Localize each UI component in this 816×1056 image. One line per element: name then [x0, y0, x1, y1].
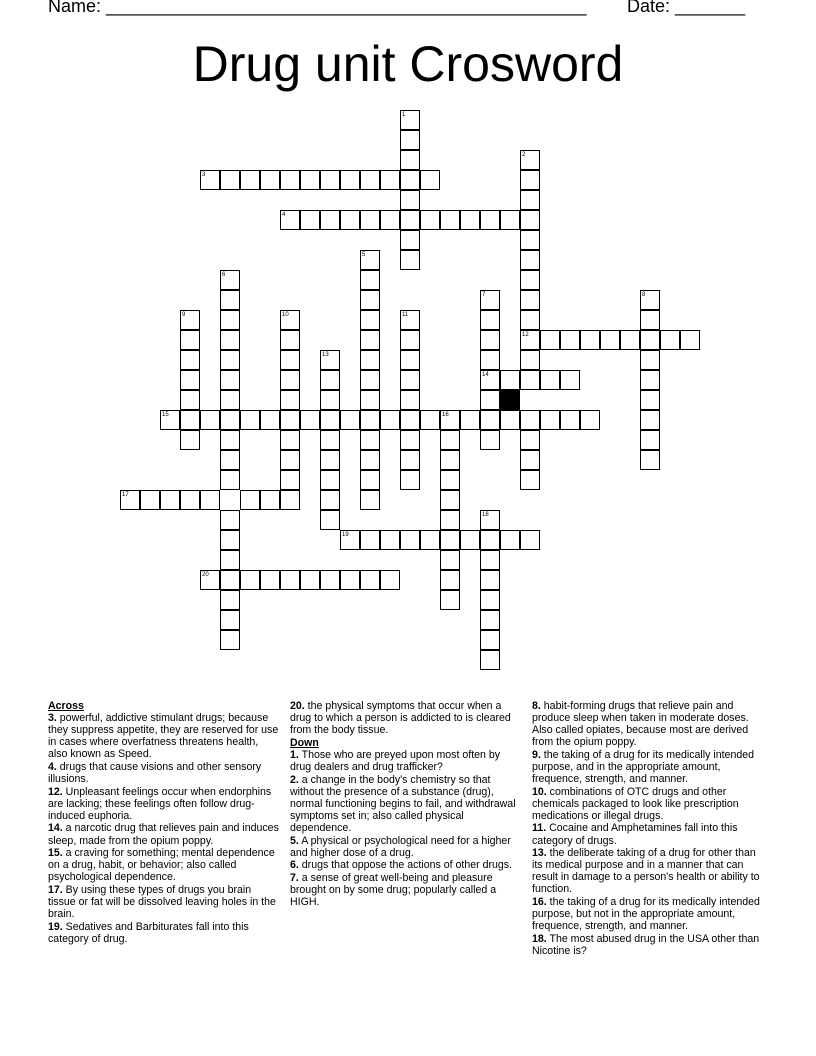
crossword-cell[interactable] — [480, 510, 500, 530]
clue-number: 11 — [402, 312, 409, 318]
clue-item-number: 14. — [48, 822, 63, 835]
crossword-cell[interactable] — [360, 270, 380, 290]
clue-item-number: 6. — [290, 859, 299, 872]
clue-number: 19 — [342, 532, 349, 538]
crossword-cell[interactable] — [520, 450, 540, 470]
crossword-cell[interactable] — [320, 370, 340, 390]
crossword-cell[interactable] — [220, 430, 240, 450]
crossword-cell[interactable] — [520, 310, 540, 330]
crossword-cell[interactable] — [380, 170, 400, 190]
clue-number: 15 — [162, 412, 169, 418]
crossword-cell[interactable] — [640, 290, 660, 310]
crossword-cell[interactable] — [260, 170, 280, 190]
crossword-cell[interactable] — [320, 170, 340, 190]
crossword-cell[interactable] — [280, 370, 300, 390]
crossword-cell[interactable] — [420, 530, 440, 550]
crossword-cell[interactable] — [220, 550, 240, 570]
clue-item — [532, 896, 764, 932]
crossword-cell[interactable] — [220, 610, 240, 630]
crossword-cell[interactable] — [160, 410, 180, 430]
clue-item — [48, 822, 280, 846]
crossword-cell[interactable] — [400, 130, 420, 150]
clue-item-number: 19. — [48, 920, 63, 933]
crossword-cell[interactable] — [400, 450, 420, 470]
crossword-cell[interactable] — [320, 410, 340, 430]
crossword-cell[interactable] — [420, 410, 440, 430]
clue-item — [48, 921, 280, 945]
clue-number: 14 — [482, 372, 489, 378]
crossword-cell[interactable] — [540, 330, 560, 350]
crossword-black-cell — [500, 390, 520, 410]
crossword-cell[interactable] — [480, 410, 500, 430]
crossword-cell[interactable] — [480, 650, 500, 670]
clue-item — [532, 822, 764, 846]
crossword-cell[interactable] — [180, 370, 200, 390]
crossword-cell[interactable] — [260, 410, 280, 430]
crossword-cell[interactable] — [280, 450, 300, 470]
crossword-cell[interactable] — [400, 390, 420, 410]
clue-item-text: drugs that oppose the actions of other drugs. — [298, 859, 513, 872]
clue-number: 16 — [442, 412, 449, 418]
clue-number: 8 — [642, 292, 646, 298]
crossword-cell[interactable] — [280, 350, 300, 370]
clue-item-number: 3. — [48, 712, 57, 725]
crossword-cell[interactable] — [520, 150, 540, 170]
crossword-cell[interactable] — [340, 530, 360, 550]
crossword-cell[interactable] — [280, 170, 300, 190]
crossword-cell[interactable] — [480, 210, 500, 230]
crossword-cell[interactable] — [520, 250, 540, 270]
clue-number: 7 — [482, 292, 486, 298]
crossword-cell[interactable] — [360, 490, 380, 510]
crossword-cell[interactable] — [220, 370, 240, 390]
clue-number: 10 — [282, 312, 289, 318]
crossword-cell[interactable] — [280, 390, 300, 410]
crossword-cell[interactable] — [440, 530, 460, 550]
crossword-cell[interactable] — [120, 490, 140, 510]
crossword-cell[interactable] — [440, 590, 460, 610]
crossword-cell[interactable] — [180, 490, 200, 510]
crossword-cell[interactable] — [420, 170, 440, 190]
crossword-cell[interactable] — [380, 570, 400, 590]
crossword-cell[interactable] — [200, 410, 220, 430]
crossword-cell[interactable] — [280, 330, 300, 350]
crossword-cell[interactable] — [520, 350, 540, 370]
crossword-cell[interactable] — [220, 270, 240, 290]
clue-item — [48, 786, 280, 822]
clue-item — [532, 700, 764, 748]
crossword-cell[interactable] — [280, 310, 300, 330]
clue-column-3 — [532, 700, 764, 957]
crossword-cell[interactable] — [340, 210, 360, 230]
clue-item-number: 20. — [290, 700, 305, 712]
clue-item-text: By using these types of drugs you brain tissue or fat will be dissolved leaving holes in the brain. — [48, 883, 276, 921]
crossword-cell[interactable] — [320, 390, 340, 410]
clue-item — [48, 884, 280, 920]
crossword-cell[interactable] — [520, 270, 540, 290]
crossword-cell[interactable] — [260, 490, 280, 510]
clue-number: 1 — [402, 112, 406, 118]
crossword-cell[interactable] — [300, 210, 320, 230]
crossword-cell[interactable] — [460, 210, 480, 230]
crossword-cell[interactable] — [360, 250, 380, 270]
clue-item-text: Cocaine and Amphetamines fall into this category of drugs. — [532, 822, 738, 847]
clue-item — [290, 700, 522, 736]
clue-item-number: 7. — [290, 871, 299, 884]
crossword-cell[interactable] — [480, 570, 500, 590]
crossword-cell[interactable] — [220, 450, 240, 470]
crossword-cell[interactable] — [520, 430, 540, 450]
clue-item-text: a craving for something; mental dependence on a drug, habit, or behavior; also called psychological dependence. — [48, 847, 275, 884]
crossword-cell[interactable] — [460, 530, 480, 550]
crossword-cell[interactable] — [320, 350, 340, 370]
clue-number: 5 — [362, 252, 366, 258]
crossword-cell[interactable] — [220, 630, 240, 650]
crossword-cell[interactable] — [480, 430, 500, 450]
crossword-cell[interactable] — [440, 450, 460, 470]
crossword-cell[interactable] — [520, 330, 540, 350]
crossword-cell[interactable] — [400, 230, 420, 250]
crossword-cell[interactable] — [480, 390, 500, 410]
crossword-cell[interactable] — [420, 210, 440, 230]
crossword-cell[interactable] — [640, 370, 660, 390]
crossword-cell[interactable] — [240, 570, 260, 590]
crossword-cell[interactable] — [500, 210, 520, 230]
clue-item-number: 12. — [48, 785, 63, 798]
crossword-cell[interactable] — [220, 290, 240, 310]
crossword-cell[interactable] — [480, 610, 500, 630]
crossword-cell[interactable] — [560, 330, 580, 350]
clue-number: 17 — [122, 492, 129, 498]
clue-number: 3 — [202, 172, 206, 178]
clue-item-number: 13. — [532, 847, 547, 860]
crossword-cell[interactable] — [440, 210, 460, 230]
crossword-cell[interactable] — [340, 170, 360, 190]
crossword-cell[interactable] — [400, 190, 420, 210]
clue-item-number: 4. — [48, 760, 57, 773]
crossword-cell[interactable] — [220, 170, 240, 190]
crossword-cell[interactable] — [400, 410, 420, 430]
clue-column-1 — [48, 700, 280, 945]
crossword-cell[interactable] — [380, 530, 400, 550]
crossword-cell[interactable] — [520, 170, 540, 190]
crossword-cell[interactable] — [360, 370, 380, 390]
clue-item-text: Those who are preyed upon most often by drug dealers and drug trafficker? — [290, 748, 501, 773]
clue-item-text: drugs that cause visions and other sensory illusions. — [48, 760, 262, 786]
crossword-cell[interactable] — [180, 330, 200, 350]
crossword-cell[interactable] — [360, 570, 380, 590]
clue-item — [532, 847, 764, 895]
clue-item-text: Unpleasant feelings occur when endorphins are lacking; these feelings often follow drug-induced euphoria. — [48, 785, 272, 822]
crossword-cell[interactable] — [180, 310, 200, 330]
date-field-label: Date: _______ — [627, 0, 746, 16]
crossword-cell[interactable] — [320, 470, 340, 490]
crossword-cell[interactable] — [520, 370, 540, 390]
crossword-cell[interactable] — [300, 570, 320, 590]
crossword-cell[interactable] — [380, 210, 400, 230]
crossword-cell[interactable] — [400, 250, 420, 270]
crossword-cell[interactable] — [640, 410, 660, 430]
clue-item — [532, 749, 764, 785]
crossword-cell[interactable] — [320, 210, 340, 230]
crossword-cell[interactable] — [320, 430, 340, 450]
crossword-cell[interactable] — [240, 170, 260, 190]
clue-item-number: 9. — [532, 748, 541, 761]
crossword-cell[interactable] — [640, 430, 660, 450]
clue-item-number: 17. — [48, 883, 63, 896]
crossword-cell[interactable] — [220, 570, 240, 590]
clue-section-heading: Across — [48, 700, 84, 712]
crossword-cell[interactable] — [360, 330, 380, 350]
clue-section-heading: Down — [290, 736, 319, 749]
clue-item-text: powerful, addictive stimulant drugs; because they suppress appetite, they are reserved for use in cases where overfatness threatens health, also known as Speed. — [48, 712, 279, 761]
clue-item-text: A physical or psychological need for a higher and higher dose of a drug. — [290, 834, 511, 859]
crossword-cell[interactable] — [400, 150, 420, 170]
crossword-cell[interactable] — [400, 330, 420, 350]
clue-item-number: 16. — [532, 896, 547, 908]
crossword-cell[interactable] — [640, 330, 660, 350]
crossword-cell[interactable] — [280, 490, 300, 510]
crossword-cell[interactable] — [360, 170, 380, 190]
crossword-cell[interactable] — [180, 410, 200, 430]
crossword-cell[interactable] — [440, 430, 460, 450]
clue-item — [532, 786, 764, 822]
crossword-cell[interactable] — [520, 210, 540, 230]
clue-number: 20 — [202, 572, 209, 578]
crossword-cell[interactable] — [400, 350, 420, 370]
crossword-cell[interactable] — [240, 410, 260, 430]
page-title: Drug unit Crosword — [192, 36, 624, 92]
clue-number: 2 — [522, 152, 526, 158]
clue-item-text: a change in the body's chemistry so that without the presence of a substance (drug), normal functioning begins to fail, and withdrawal symptoms set in; also called physical dependence. — [290, 773, 516, 834]
crossword-cell[interactable] — [640, 350, 660, 370]
crossword-cell[interactable] — [180, 430, 200, 450]
crossword-cell[interactable] — [220, 590, 240, 610]
crossword-cell[interactable] — [200, 570, 220, 590]
crossword-cell[interactable] — [400, 110, 420, 130]
crossword-cell[interactable] — [680, 330, 700, 350]
crossword-cell[interactable] — [140, 490, 160, 510]
crossword-cell[interactable] — [400, 470, 420, 490]
clue-item — [290, 774, 522, 834]
clue-item-text: a sense of great well-being and pleasure brought on by some drug; popularly called a HIGH. — [290, 871, 497, 908]
clue-item-text: Sedatives and Barbiturates fall into this category of drug. — [48, 920, 249, 945]
clue-number: 12 — [522, 332, 529, 338]
clue-number: 9 — [182, 312, 186, 318]
clue-number: 18 — [482, 512, 489, 518]
crossword-cell[interactable] — [560, 370, 580, 390]
clue-item-text: the taking of a drug for its medically intended purpose, and in the appropriate amount, frequence, strength, and manner. — [532, 748, 755, 786]
clue-item — [290, 872, 522, 908]
crossword-cell[interactable] — [440, 550, 460, 570]
clue-item-text: The most abused drug in the USA other than Nicotine is? — [532, 932, 760, 957]
crossword-cell[interactable] — [280, 570, 300, 590]
crossword-cell[interactable] — [340, 570, 360, 590]
crossword-cell[interactable] — [220, 330, 240, 350]
crossword-cell[interactable] — [480, 630, 500, 650]
crossword-cell[interactable] — [360, 430, 380, 450]
crossword-cell[interactable] — [320, 490, 340, 510]
crossword-cell[interactable] — [520, 190, 540, 210]
crossword-cell[interactable] — [640, 450, 660, 470]
crossword-cell[interactable] — [520, 230, 540, 250]
crossword-cell[interactable] — [220, 310, 240, 330]
crossword-cell[interactable] — [360, 310, 380, 330]
crossword-cell[interactable] — [640, 390, 660, 410]
crossword-cell[interactable] — [160, 490, 180, 510]
clue-item-text: the physical symptoms that occur when a drug to which a person is addicted to is cleared from the body tissue. — [290, 700, 511, 737]
crossword-cell[interactable] — [220, 470, 240, 490]
crossword-cell[interactable] — [500, 410, 520, 430]
clue-item-number: 10. — [532, 785, 547, 798]
crossword-cell[interactable] — [520, 410, 540, 430]
clue-item-text: combinations of OTC drugs and other chemicals packaged to look like prescription medications or illegal drugs. — [532, 785, 739, 822]
crossword-cell[interactable] — [360, 210, 380, 230]
crossword-cell[interactable] — [220, 390, 240, 410]
clue-item-number: 1. — [290, 748, 299, 761]
crossword-cell[interactable] — [520, 530, 540, 550]
crossword-cell[interactable] — [200, 170, 220, 190]
crossword-cell[interactable] — [440, 510, 460, 530]
crossword-cell[interactable] — [540, 410, 560, 430]
crossword-cell[interactable] — [400, 210, 420, 230]
clue-item-number: 5. — [290, 834, 299, 847]
crossword-cell[interactable] — [220, 350, 240, 370]
crossword-cell[interactable] — [320, 570, 340, 590]
crossword-cell[interactable] — [320, 510, 340, 530]
clue-item — [48, 847, 280, 883]
crossword-cell[interactable] — [480, 310, 500, 330]
crossword-cell[interactable] — [360, 410, 380, 430]
crossword-cell[interactable] — [440, 570, 460, 590]
crossword-cell[interactable] — [280, 410, 300, 430]
crossword-cell[interactable] — [360, 470, 380, 490]
crossword-cell[interactable] — [280, 430, 300, 450]
clue-number: 13 — [322, 352, 329, 358]
clue-item-number: 18. — [532, 932, 547, 945]
crossword-cell[interactable] — [280, 210, 300, 230]
clue-item — [290, 835, 522, 859]
crossword-cell[interactable] — [440, 490, 460, 510]
clue-item — [290, 859, 522, 871]
crossword-cell[interactable] — [340, 410, 360, 430]
crossword-cell[interactable] — [600, 330, 620, 350]
clue-item-number: 11. — [532, 822, 547, 835]
crossword-cell[interactable] — [540, 370, 560, 390]
clue-item-number: 2. — [290, 773, 299, 786]
crossword-cell[interactable] — [400, 370, 420, 390]
crossword-cell[interactable] — [480, 550, 500, 570]
crossword-cell[interactable] — [460, 410, 480, 430]
clue-item-text: the taking of a drug for its medically intended purpose, but not in the appropriate amount, frequence, strength, and manner. — [532, 896, 760, 933]
crossword-cell[interactable] — [220, 510, 240, 530]
crossword-cell[interactable] — [360, 530, 380, 550]
crossword-cell[interactable] — [520, 290, 540, 310]
crossword-cell[interactable] — [580, 330, 600, 350]
clue-number: 6 — [222, 272, 226, 278]
crossword-cell[interactable] — [400, 310, 420, 330]
crossword-cell[interactable] — [220, 410, 240, 430]
crossword-cell[interactable] — [400, 170, 420, 190]
crossword-cell[interactable] — [220, 530, 240, 550]
clue-item-number: 15. — [48, 847, 63, 860]
crossword-cell[interactable] — [480, 290, 500, 310]
crossword-cell[interactable] — [440, 470, 460, 490]
crossword-cell[interactable] — [180, 390, 200, 410]
clue-item-text: the deliberate taking of a drug for other than its medical purpose and in a manner that can result in damage to a person's health or ability to function. — [532, 847, 760, 896]
crossword-cell[interactable] — [500, 530, 520, 550]
crossword-cell[interactable] — [580, 410, 600, 430]
clue-item — [48, 712, 280, 760]
crossword-cell[interactable] — [500, 370, 520, 390]
crossword-cell[interactable] — [480, 370, 500, 390]
clue-item-text: habit-forming drugs that relieve pain and produce sleep when taken in moderate doses. Also called opiates, because most are derived from the opium poppy. — [532, 700, 749, 749]
crossword-cell[interactable] — [360, 290, 380, 310]
crossword-cell[interactable] — [640, 310, 660, 330]
crossword-cell[interactable] — [380, 410, 400, 430]
crossword-cell[interactable] — [360, 390, 380, 410]
crossword-cell[interactable] — [280, 470, 300, 490]
crossword-cell[interactable] — [320, 450, 340, 470]
crossword-cell[interactable] — [440, 410, 460, 430]
crossword-cell[interactable] — [400, 530, 420, 550]
crossword-cell[interactable] — [400, 430, 420, 450]
crossword-cell[interactable] — [480, 530, 500, 550]
clue-item-text: a narcotic drug that relieves pain and induces sleep, made from the opium poppy. — [48, 822, 279, 847]
crossword-cell[interactable] — [520, 470, 540, 490]
name-field-label: Name: ________________________________________________ — [48, 0, 587, 16]
crossword-cell[interactable] — [480, 330, 500, 350]
crossword-cell[interactable] — [360, 350, 380, 370]
crossword-cell[interactable] — [240, 490, 260, 510]
clue-item — [290, 749, 522, 773]
crossword-cell[interactable] — [300, 170, 320, 190]
crossword-cell[interactable] — [660, 330, 680, 350]
crossword-cell[interactable] — [180, 350, 200, 370]
crossword-cell[interactable] — [260, 570, 280, 590]
crossword-cell[interactable] — [560, 410, 580, 430]
clue-column-2 — [290, 700, 522, 909]
crossword-cell[interactable] — [200, 490, 220, 510]
clue-item-number: 8. — [532, 700, 541, 712]
crossword-cell[interactable] — [360, 450, 380, 470]
crossword-cell[interactable] — [480, 350, 500, 370]
clue-item — [532, 933, 764, 957]
crossword-cell[interactable] — [620, 330, 640, 350]
clue-number: 4 — [282, 212, 286, 218]
crossword-cell[interactable] — [480, 590, 500, 610]
crossword-cell[interactable] — [300, 410, 320, 430]
clue-item — [48, 761, 280, 785]
